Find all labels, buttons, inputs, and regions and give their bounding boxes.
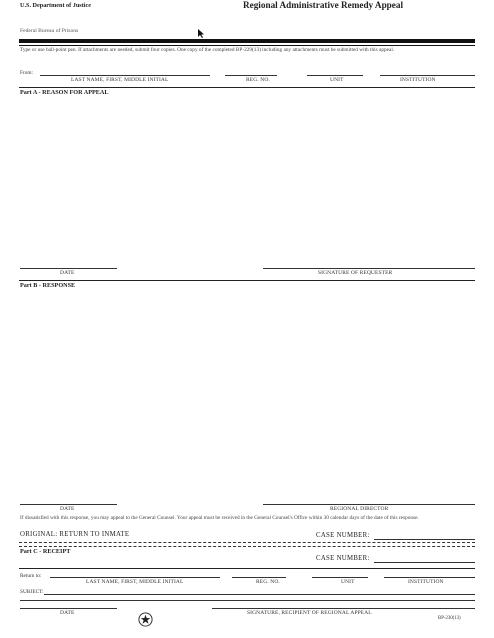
part-a-top-rule xyxy=(19,87,475,88)
from-label: From: xyxy=(20,70,33,76)
original-return-label: ORIGINAL: RETURN TO INMATE xyxy=(20,531,130,538)
subject-label: SUBJECT: xyxy=(20,589,44,595)
return-name-field[interactable] xyxy=(50,577,220,578)
response-area[interactable] xyxy=(20,294,475,499)
part-b-heading: Part B - RESPONSE xyxy=(20,282,76,289)
instructions-text: Type or use ball-point pen. If attachments are needed, submit four copies. One copy of the completed BP-229(13) including any attachments must be submitted with this appeal. xyxy=(20,47,395,53)
star-seal-icon xyxy=(138,612,153,627)
subject-field[interactable] xyxy=(44,594,475,595)
part-a-date-caption: DATE xyxy=(60,270,75,276)
from-regno-caption: REG. NO. xyxy=(246,77,270,83)
part-c-case-number-label: CASE NUMBER: xyxy=(316,555,370,562)
original-case-number-label: CASE NUMBER: xyxy=(316,532,370,539)
part-b-top-rule xyxy=(19,280,475,281)
return-institution-caption: INSTITUTION xyxy=(408,579,444,585)
part-c-case-number-field[interactable] xyxy=(374,562,475,563)
return-to-label: Return to: xyxy=(20,573,42,579)
part-c-heading: Part C - RECEIPT xyxy=(20,548,71,555)
from-institution-field[interactable] xyxy=(380,75,475,76)
part-a-signature-caption: SIGNATURE OF REQUESTER xyxy=(318,270,393,276)
tear-line-dashed-1 xyxy=(19,542,475,543)
reason-for-appeal-area[interactable] xyxy=(20,100,475,265)
return-institution-field[interactable] xyxy=(384,577,475,578)
recipient-signature-caption: SIGNATURE, RECIPIENT OF REGIONAL APPEAL xyxy=(247,610,372,616)
regional-director-caption: REGIONAL DIRECTOR xyxy=(330,506,389,512)
return-regno-field[interactable] xyxy=(232,577,286,578)
mouse-pointer-icon xyxy=(197,29,205,38)
recipient-signature-field[interactable] xyxy=(212,608,475,609)
original-case-number-field[interactable] xyxy=(374,539,475,540)
from-name-caption: LAST NAME, FIRST, MIDDLE INITIAL xyxy=(71,77,169,83)
return-unit-caption: UNIT xyxy=(341,579,355,585)
part-b-date-field[interactable] xyxy=(20,504,117,505)
from-name-field[interactable] xyxy=(40,75,210,76)
return-unit-field[interactable] xyxy=(312,577,368,578)
form-number: BP-230(13) xyxy=(438,616,461,621)
return-regno-caption: REG. NO. xyxy=(256,579,280,585)
subject-field-line-2[interactable] xyxy=(20,600,475,601)
from-unit-caption: UNIT xyxy=(330,77,344,83)
header-thin-rule xyxy=(19,45,475,46)
from-regno-field[interactable] xyxy=(225,75,277,76)
part-b-date-caption: DATE xyxy=(60,506,75,512)
part-a-heading: Part A - REASON FOR APPEAL xyxy=(20,89,109,96)
part-a-date-field[interactable] xyxy=(20,268,117,269)
appeal-notice-text: If dissatisfied with this response, you may appeal to the General Counsel. Your appeal must be received in the General Counsel's Office within 30 calendar days of the date of this response. xyxy=(20,515,419,521)
from-institution-caption: INSTITUTION xyxy=(400,77,436,83)
agency-name: U.S. Department of Justice xyxy=(20,2,91,9)
part-c-date-field[interactable] xyxy=(20,608,117,609)
tear-line-dashed-2 xyxy=(19,546,475,547)
from-unit-field[interactable] xyxy=(307,75,363,76)
header-thick-rule xyxy=(19,39,475,43)
regional-director-field[interactable] xyxy=(263,504,475,505)
return-name-caption: LAST NAME, FIRST, MIDDLE INITIAL xyxy=(86,579,184,585)
bureau-name: Federal Bureau of Prisons xyxy=(20,28,79,34)
form-title: Regional Administrative Remedy Appeal xyxy=(243,0,404,10)
part-c-date-caption: DATE xyxy=(60,610,75,616)
part-a-signature-field[interactable] xyxy=(263,268,475,269)
part-c-rule xyxy=(19,568,475,569)
